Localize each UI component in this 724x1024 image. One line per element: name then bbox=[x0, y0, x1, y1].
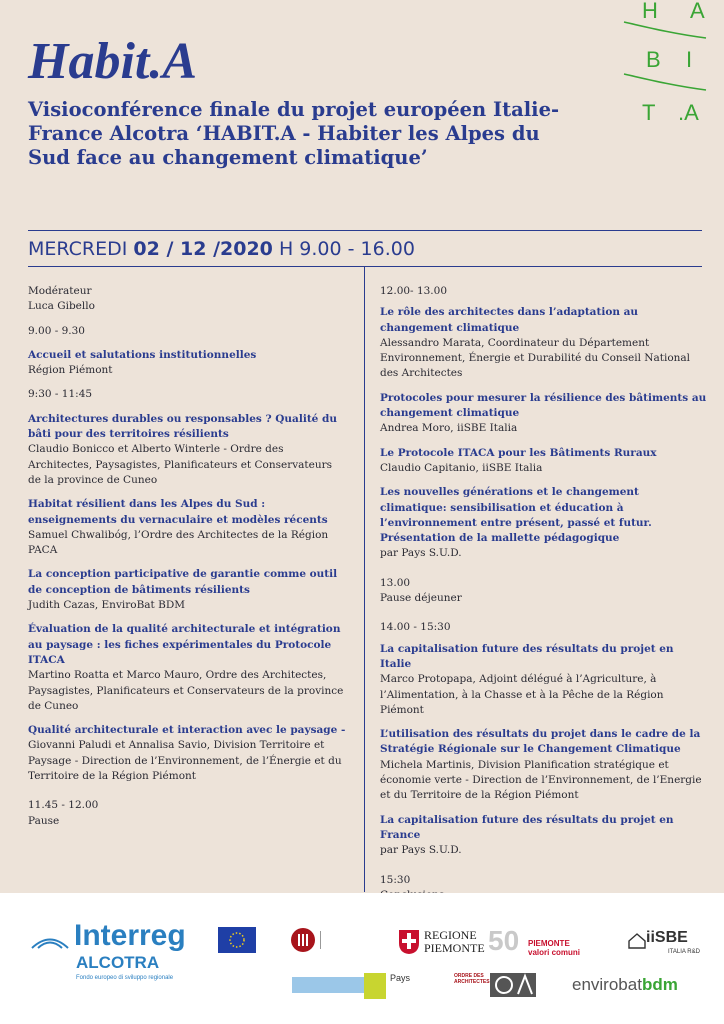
piemonte-valori-logo bbox=[528, 939, 580, 957]
fondo-label: Fondo europeo di sviluppo regionale bbox=[76, 975, 174, 981]
time-slot bbox=[380, 284, 708, 299]
date-day: MERCREDI bbox=[28, 238, 128, 260]
envirobat-logo bbox=[572, 975, 678, 995]
item-speaker: Claudio Capitanio, iiSBE Italia bbox=[380, 461, 543, 474]
alcotra-label: ALCOTRA bbox=[76, 953, 160, 972]
ordre-logo: ORDRE DES ARCHITECTES bbox=[454, 973, 490, 985]
program-item bbox=[28, 567, 348, 613]
slot-time: 9.00 - 9.30 bbox=[28, 324, 85, 337]
pays-logo: Pays bbox=[390, 973, 411, 983]
program-left-column bbox=[28, 284, 348, 838]
program-item bbox=[28, 723, 348, 784]
valori-label: valori comuni bbox=[528, 948, 581, 957]
interreg-arc-icon bbox=[30, 935, 70, 949]
ordine-text-placeholder bbox=[320, 931, 359, 949]
item-title: Les nouvelles générations et le changement climatique: sensibilisation et éducation à l’environnement entre présent, passé et futur. Présentation de la mallette pédagogique bbox=[380, 486, 652, 545]
pause-label: Pause bbox=[28, 814, 60, 827]
date-value: 02 / 12 /2020 bbox=[133, 238, 273, 260]
ordine-architetti-icon bbox=[290, 927, 316, 953]
iisbe-house-icon bbox=[628, 933, 646, 949]
time-slot bbox=[28, 387, 348, 402]
program-right-column bbox=[380, 284, 708, 957]
logo-letter: A bbox=[690, 0, 705, 23]
slot-time: 9:30 - 11:45 bbox=[28, 388, 93, 401]
piemonte-crest-icon bbox=[398, 929, 420, 955]
item-title: Protocoles pour mesurer la résilience des bâtiments au changement climatique bbox=[380, 391, 707, 420]
date-hours: H 9.00 - 16.00 bbox=[278, 238, 415, 260]
slot-time: 11.45 - 12.00 bbox=[28, 799, 99, 812]
item-speaker: Judith Cazas, EnviroBat BDM bbox=[28, 599, 185, 612]
item-speaker: Andrea Moro, iiSBE Italia bbox=[380, 422, 518, 435]
program-item bbox=[380, 485, 708, 561]
divider-bottom bbox=[28, 266, 702, 267]
item-speaker: Michela Martinis, Division Planification stratégique et économie verte - Direction de l’Environnement, de l’Energie et du Territoire de la Région Piémont bbox=[380, 758, 702, 802]
pause-block bbox=[28, 798, 348, 829]
program-item bbox=[380, 446, 708, 477]
program-item bbox=[28, 622, 348, 714]
item-title: Habitat résilient dans les Alpes du Sud : enseignements du vernaculaire et modèles récents bbox=[28, 498, 328, 526]
program-item bbox=[28, 348, 348, 379]
iisbe-sub-label: ITALIA R&D bbox=[668, 949, 700, 955]
time-slot bbox=[380, 620, 708, 635]
program-item bbox=[28, 497, 348, 558]
logo-letter: T bbox=[642, 100, 656, 125]
habita-logo bbox=[620, 0, 710, 130]
moderator-block bbox=[28, 284, 348, 315]
slot-time: 13.00 bbox=[380, 576, 411, 589]
envirobat-label: envirobat bbox=[572, 975, 642, 994]
item-speaker: Région Piémont bbox=[28, 364, 113, 377]
slot-time: 14.00 - 15:30 bbox=[380, 621, 451, 634]
item-title: La capitalisation future des résultats du projet en France bbox=[380, 813, 674, 841]
pause-label: Pause déjeuner bbox=[380, 592, 462, 605]
iisbe-logo: iiSBE bbox=[646, 929, 688, 946]
item-title: Le rôle des architectes dans l’adaptation au changement climatique bbox=[380, 306, 639, 334]
moderator-label: Modérateur bbox=[28, 285, 92, 297]
pause-block bbox=[380, 576, 708, 607]
item-speaker: Marco Protopapa, Adjoint délégué à l’Agriculture, à l’Alimentation, à la Chasse et à la Pêche de la Région Piémont bbox=[380, 673, 664, 716]
item-speaker: Martino Roatta et Marco Mauro, Ordre des Architectes, Paysagistes, Planificateurs et Conservateurs de la province de Cuneo bbox=[28, 669, 344, 712]
brand-title: Habit.A bbox=[28, 33, 198, 90]
slot-time: 12.00- 13.00 bbox=[380, 285, 448, 297]
item-title: L’utilisation des résultats du projet dans le cadre de la Stratégie Régionale sur le Changement Climatique bbox=[380, 728, 701, 756]
item-title: Le Protocole ITACA pour les Bâtiments Ruraux bbox=[380, 446, 657, 459]
item-speaker: Samuel Chwalibóg, l’Ordre des Architectes de la Région PACA bbox=[28, 528, 329, 557]
logo-letter: B bbox=[646, 47, 661, 72]
program-item bbox=[380, 642, 708, 718]
item-speaker: par Pays S.U.D. bbox=[380, 844, 462, 857]
pays-green-block bbox=[364, 973, 386, 999]
interreg-logo: Interreg bbox=[74, 919, 186, 952]
slot-time: 15:30 bbox=[380, 873, 411, 886]
piemonte-small-label: PIEMONTE bbox=[528, 939, 570, 948]
item-title: La capitalisation future des résultats du projet en Italie bbox=[380, 642, 674, 670]
item-speaker: Alessandro Marata, Coordinateur du Département Environnement, Énergie et Durabilité du Conseil National des Architectes bbox=[380, 336, 691, 380]
eu-flag-icon bbox=[218, 927, 256, 953]
program-item bbox=[28, 412, 348, 488]
piemonte-label: PIEMONTE bbox=[424, 941, 485, 955]
event-subtitle: Visioconférence finale du projet européen Italie-France Alcotra ‘HABIT.A - Habiter les Alpes du Sud face au changement climatique’ bbox=[28, 98, 560, 169]
logo-letter: H bbox=[642, 0, 658, 23]
oa-mark-icon bbox=[490, 973, 536, 997]
item-speaker: Giovanni Paludi et Annalisa Savio, Division Territoire et Paysage - Direction de l’Environnement, de l’Énergie et du Territoire de la Région Piémont bbox=[28, 739, 342, 783]
program-item bbox=[380, 727, 708, 803]
logo-letter: .A bbox=[678, 100, 699, 125]
item-speaker: par Pays S.U.D. bbox=[380, 547, 462, 560]
logo-letter: I bbox=[686, 47, 693, 72]
regione-label: REGIONE bbox=[424, 928, 477, 942]
item-title: Qualité architecturale et interaction avec le paysage - bbox=[28, 724, 346, 737]
regione-piemonte-logo bbox=[424, 929, 485, 955]
program-item bbox=[380, 813, 708, 859]
time-slot bbox=[28, 324, 348, 339]
item-title: Évaluation de la qualité architecturale et intégration au paysage : les fiches expérimentales du Protocole ITACA bbox=[28, 623, 341, 666]
program-item bbox=[380, 391, 708, 437]
partner-logos-footer bbox=[0, 893, 724, 1024]
column-separator bbox=[364, 266, 365, 892]
divider-top bbox=[28, 230, 702, 231]
moderator-name: Luca Gibello bbox=[28, 300, 95, 313]
program-item bbox=[380, 305, 708, 381]
item-speaker: Claudio Bonicco et Alberto Winterle - Ordre des Architectes, Paysagistes, Planificateurs et Conservateurs de la province de Cuneo bbox=[28, 443, 333, 486]
item-title: Accueil et salutations institutionnelles bbox=[28, 348, 257, 361]
fifty-logo: 50 bbox=[488, 925, 520, 956]
event-date bbox=[28, 238, 415, 260]
item-title: Architectures durables ou responsables ? Qualité du bâti pour des territoires résilients bbox=[28, 412, 337, 441]
pays-banner bbox=[292, 977, 364, 993]
item-title: La conception participative de garantie comme outil de conception de bâtiments résilients bbox=[28, 568, 338, 596]
bdm-label: bdm bbox=[641, 975, 678, 994]
